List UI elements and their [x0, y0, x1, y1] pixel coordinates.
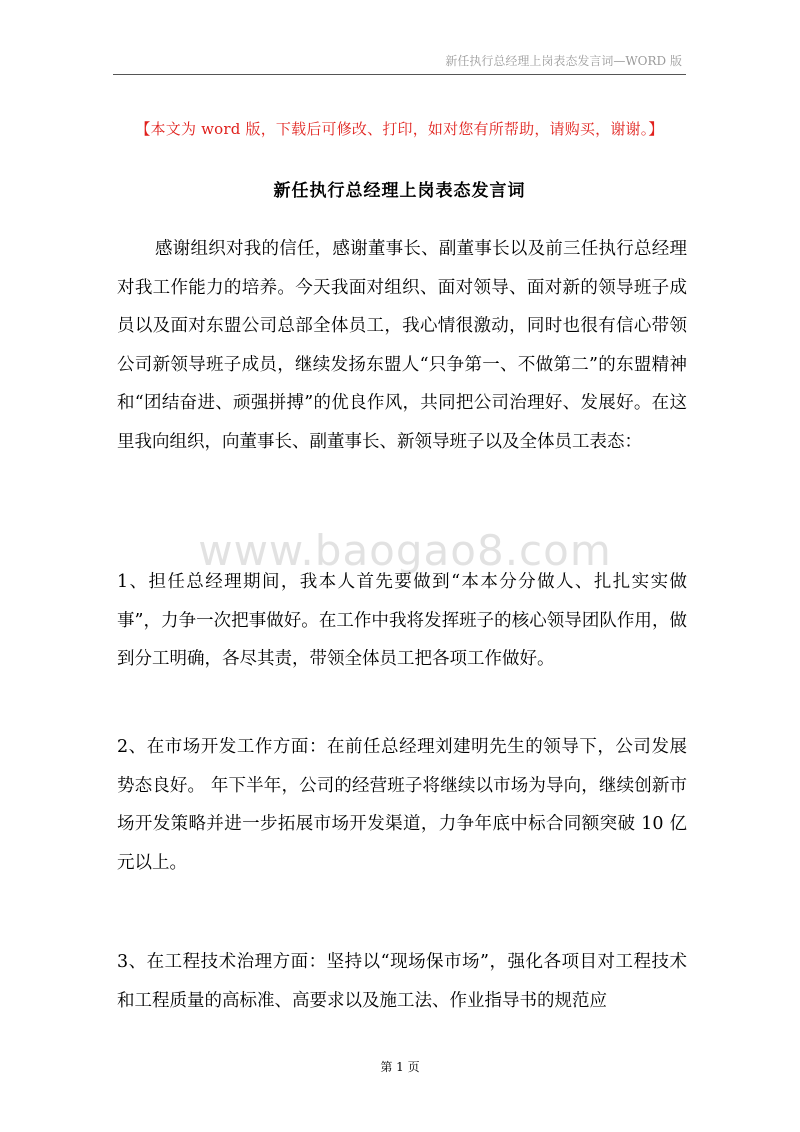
running-header: 新任执行总经理上岗表态发言词—WORD 版 — [445, 54, 682, 68]
purchase-notice: 【本文为 word 版，下载后可修改、打印，如对您有所帮助，请购买，谢谢。】 — [135, 120, 664, 138]
header-divider — [113, 74, 686, 75]
paragraph-point-2: 2、在市场开发工作方面：在前任总经理刘建明先生的领导下，公司发展势态良好。 年下半年，公司的经营班子将继续以市场为导向，继续创新市场开发策略并进一步拓展市场开发渠道，力争年底中标合同额突破 10 亿元以上。 — [117, 737, 687, 873]
paragraph-intro: 感谢组织对我的信任，感谢董事长、副董事长以及前三任执行总经理对我工作能力的培养。今天我面对组织、面对领导、面对新的领导班子成员以及面对东盟公司总部全体员工，我心情很激动，同时也很有信心带领公司新领导班子成员，继续发扬东盟人“只争第一、不做第二”的东盟精神和“团结奋进、顽强拼搏”的优良作风，共同把公司治理好、发展好。在这里我向组织，向董事长、副董事长、新领导班子以及全体员工表态： — [117, 239, 687, 452]
document-title: 新任执行总经理上岗表态发言词 — [273, 181, 526, 201]
paragraph-point-1: 1、担任总经理期间，我本人首先要做到“本本分分做人、扎扎实实做事”，力争一次把事做好。在工作中我将发挥班子的核心领导团队作用，做到分工明确，各尽其责，带领全体员工把各项工作做好。 — [117, 572, 687, 669]
watermark: www.baogao8.com — [198, 526, 612, 575]
paragraph-point-3: 3、在工程技术治理方面：坚持以“现场保市场”，强化各项目对工程技术和工程质量的高标准、高要求以及施工法、作业指导书的规范应 — [117, 952, 687, 1011]
page-number: 第 1 页 — [380, 1060, 420, 1074]
